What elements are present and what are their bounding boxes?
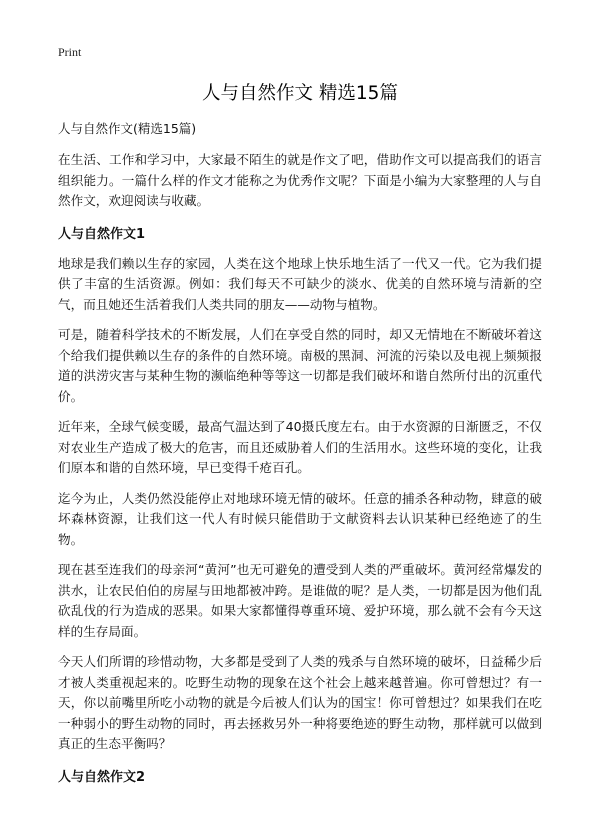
intro-paragraph: 在生活、工作和学习中，大家最不陌生的就是作文了吧，借助作文可以提高我们的语言组织能力。一篇什么样的作文才能称之为优秀作文呢？下面是小编为大家整理的人与自然作文，欢迎阅读与收藏。 <box>58 152 542 208</box>
section-heading-2: 人与自然作文2 <box>58 769 146 785</box>
section-1-paragraph-1: 地球是我们赖以生存的家园，人类在这个地球上快乐地生活了一代又一代。它为我们提供了丰富的生活资源。例如：我们每天不可缺少的淡水、优美的自然环境与清新的空气，而且她还生活着我们人类共同的朋友——动物与植物。 <box>58 255 542 312</box>
section-1-paragraph-4: 迄今为止，人类仍然没能停止对地球环境无情的破坏。任意的捕杀各种动物，肆意的破坏森林资源，让我们这一代人有时候只能借助于文献资料去认识某种已经绝迹了的生物。 <box>58 490 542 547</box>
section-heading-1: 人与自然作文1 <box>58 226 146 242</box>
section-1-paragraph-3: 近年来，全球气候变暖，最高气温达到了40摄氏度左右。由于水资源的日渐匮乏，不仅对农业生产造成了极大的危害，而且还威胁着人们的生活用水。这些环境的变化，让我们原本和谐的自然环境，早已变得千疮百孔。 <box>58 419 542 475</box>
print-label: Print <box>58 45 82 59</box>
section-1-paragraph-2: 可是，随着科学技术的不断发展，人们在享受自然的同时，却又无情地在不断破坏着这个给我们提供赖以生存的条件的自然环境。南极的黑洞、河流的污染以及电视上频频报道的洪涝灾害与某种生物的濒临绝种等等这一切都是我们破坏和谐自然所付出的沉重代价。 <box>58 327 542 404</box>
document-subtitle: 人与自然作文(精选15篇) <box>58 121 197 136</box>
section-1-paragraph-5: 现在甚至连我们的母亲河“黄河”也无可避免的遭受到人类的严重破坏。黄河经常爆发的洪水，让农民伯伯的房屋与田地都被冲跨。是谁做的呢？是人类，一切都是因为他们乱砍乱伐的行为造成的恶果。如果大家都懂得尊重环境、爱护环境，那么就不会有今天这样的生存局面。 <box>58 562 542 639</box>
page-title: 人与自然作文 精选15篇 <box>202 83 398 104</box>
section-1-paragraph-6: 今天人们所谓的珍惜动物，大多都是受到了人类的残杀与自然环境的破坏，日益稀少后才被人类重视起来的。吃野生动物的现象在这个社会上越来越普遍。你可曾想过？有一天，你以前嘴里所吃小动物的就是今后被人们认为的国宝！你可曾想过？如果我们在吃一种弱小的野生动物的同时，再去拯救另外一种将要绝迹的野生动物，那样就可以做到真正的生态平衡吗？ <box>58 654 542 751</box>
